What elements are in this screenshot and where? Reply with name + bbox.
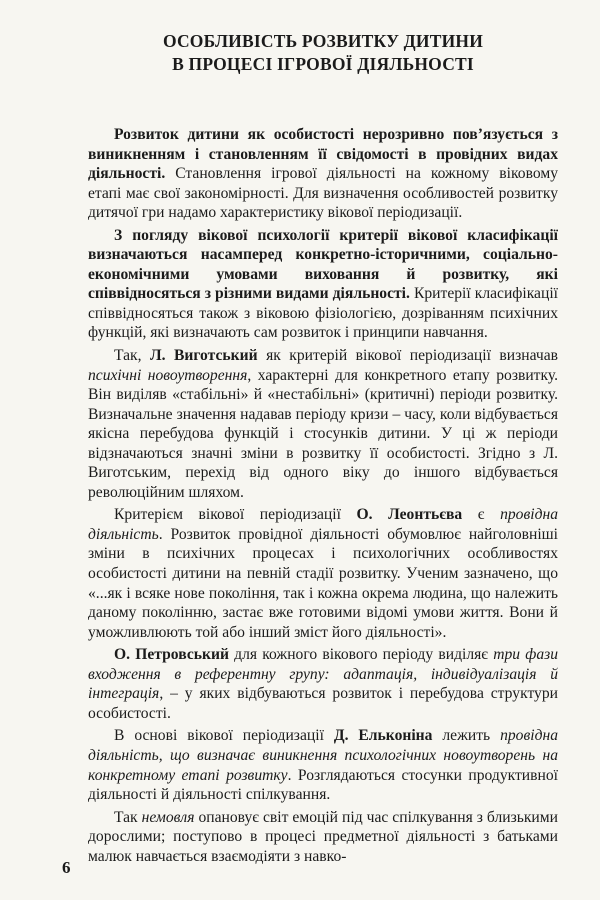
chapter-title-line-2: В ПРОЦЕСІ ІГРОВОЇ ДІЯЛЬНОСТІ	[172, 54, 474, 74]
paragraph-text: . Розвиток провідної діяльності обумовлює найголовніші зміни в психічних процесах і психологічних особливостях особистості дитини на певній стадії розвитку. Ученим зазначено, що «...як і всяке нове покоління, так і кожна окрема людина, що належить даному поколінню, застає вже готовими відомі умови життя. Вони й уможливлюють той або інший зміст його діяльності».	[88, 525, 558, 641]
paragraph-6	[88, 726, 558, 804]
paragraph-text: як критерій вікової періодизації визначав	[257, 347, 558, 365]
paragraph-text: , характерні для конкретного етапу розвитку. Він виділяв «стабільні» й «нестабільні» (критичні) періоди розвитку. Визначальне значення надавав періоду кризи – часу, коли відбувається якісна перебудова функцій і стосунків дитини. У ці ж періоди відзначаються значні зміни в розвитку її особистості. Згідно з Л. Виготським, перехід від одного віку до іншого відбувається революційним шляхом.	[88, 366, 558, 501]
page-number: 6	[62, 858, 71, 877]
paragraph-1	[88, 125, 558, 223]
italic-term: провідна діяльність	[88, 506, 558, 543]
paragraph-text: лежить	[432, 727, 501, 745]
paragraph-text: В основі вікової періодизації	[114, 727, 334, 745]
paragraph-2	[88, 226, 558, 343]
paragraph-4	[88, 505, 558, 642]
paragraph-text: , – у яких відбуваються розвиток і перебудова структури особистості.	[88, 685, 558, 722]
chapter-title-line-1: ОСОБЛИВІСТЬ РОЗВИТКУ ДИТИНИ	[162, 31, 484, 51]
paragraph-text: Критерієм вікової періодизації	[114, 506, 357, 524]
chapter-title	[88, 30, 558, 76]
paragraph-text: Критерії класифікації співвідносяться також з віковою фізіологією, дозріванням психічних функцій, які визначають сам розвиток і принципи навчання.	[88, 285, 558, 342]
italic-term: немовля	[141, 808, 195, 826]
paragraph-text: для кожного вікового періоду виділяє	[228, 646, 494, 664]
paragraph-3	[88, 346, 558, 502]
paragraph-text: опановує світ емоцій під час спілкування з близькими дорослими; поступово в процесі предметної діяльності з батьками малюк навчається взаємодіяти з навко-	[88, 808, 558, 865]
paragraph-text: Так,	[114, 347, 150, 365]
bold-phrase: Розвиток дитини як особистості нерозривно пов’язується з виникненням і становленням її свідомості в провідних видах діяльності.	[88, 126, 558, 183]
bold-phrase: З погляду вікової психології критерії вікової класифікації визначаються насамперед конкретно-історичними, соціально-економічними умовами виховання й розвитку, які співвідносяться з різними видами діяльності.	[88, 226, 558, 303]
paragraph-text: . Розглядаються стосунки продуктивної діяльності й діяльності спілкування.	[88, 766, 558, 804]
paragraph-7	[88, 808, 558, 867]
paragraph-5	[88, 645, 558, 723]
author-name: О. Леонтьєва	[356, 506, 463, 524]
author-name: Л. Виготський	[150, 347, 258, 365]
author-name: Д. Ельконіна	[333, 727, 433, 745]
italic-term: провідна діяльність, що визначає виникнення психологічних новоутворень на конкретному етапі розвитку	[88, 727, 558, 784]
paragraph-text: Становлення ігрової діяльності на кожному віковому етапі має свої закономірності. Для визначення особливостей розвитку дитячої гри надамо характеристику вікової періодизації.	[88, 165, 558, 222]
page-content	[88, 30, 558, 869]
italic-term: психічні новоутворення	[88, 366, 248, 384]
italic-term: три фази входження в референтну групу: адаптація, індивідуалізація й інтеграція	[88, 646, 558, 703]
paragraph-text: Так	[114, 808, 142, 826]
author-name: О. Петровський	[114, 646, 229, 664]
paragraph-text: є	[462, 506, 501, 524]
